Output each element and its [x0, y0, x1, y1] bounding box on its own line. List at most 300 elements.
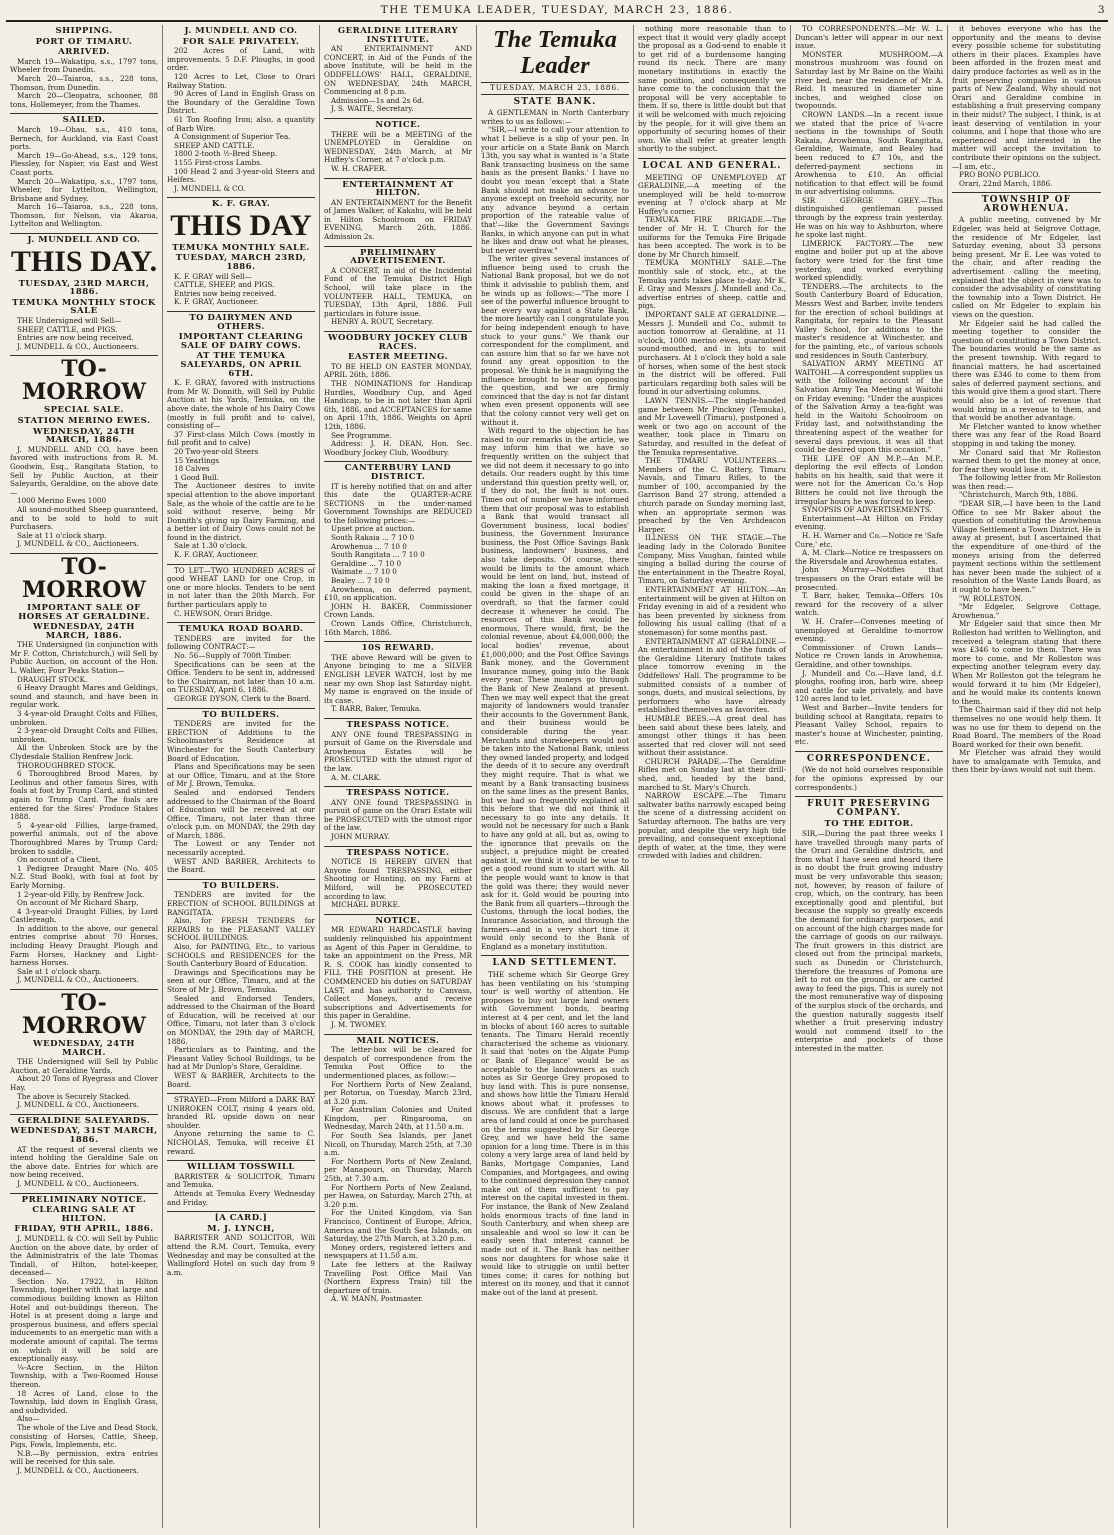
item-text: 90 Acres of Land in English Grass on the Boundary of the Geraldine Town District.: [167, 89, 315, 116]
article-item: [10, 236, 158, 351]
item-heading: GERALDINE SALEYARDS.: [17, 1115, 151, 1126]
item-text: Bealey ... 7 10 0: [331, 576, 390, 586]
column-2: [163, 25, 320, 1528]
item-divider: [324, 118, 472, 119]
item-text: "DEAR SIR,—I have been to the Land Office to see Mr Baker about the question of constituting the Arowhenua Village Settlement a Town District. He is away at present, but I ascertained that the expenditure of one-third of the moneys arising from the deferred payment sections within the settlement has never been made the subject of a resolution of the Waste Lands Board, as it ought to have been.": [952, 499, 1101, 594]
item-text: Also, for PAINTING, Etc., to various SCHOOLS and RESIDENCES for the South Canterbury Board of Education.: [167, 942, 315, 969]
item-heading: TO DAIRYMEN AND OTHERS.: [189, 313, 293, 332]
item-text: Specifications can be seen at the Office. Tenders to be sent in, addressed to the Chairman, not later than 10 a.m. on TUESDAY, April 6, 1886.: [167, 659, 315, 695]
item-text: 2 3-year-old Draught Colts and Fillies, unbroken.: [10, 726, 158, 744]
item-divider: [167, 622, 315, 623]
item-text: (We do not hold ourselves responsible for the opinions expressed by our correspondents.): [795, 765, 943, 792]
article-item: [324, 464, 472, 637]
item-text: The above is Securely Stacked.: [17, 1091, 131, 1101]
item-text: ANY ONE found TRESPASSING in pursuit of Game on the Riversdale and Arowhenua Estates will be PROSECUTED with the utmost rigor of the law.: [324, 729, 472, 773]
item-text: 1 2-year-old Filly, by Renfrew Jock.: [17, 889, 145, 899]
article-item: [324, 181, 472, 242]
item-divider: [324, 331, 472, 332]
item-text: The Chairman said if they did not help themselves no one would help them. It was no use for them to depend on the Road Board. The members of the Road Board worked for their own benefit.: [952, 705, 1101, 749]
item-text: Arowhenua, on deferred payment, £10, on application.: [324, 584, 472, 603]
item-text: All the Unbroken Stock are by the Clydesdale Stallion Renfrew Jock.: [10, 743, 158, 761]
item-text: JOHN H. BAKER, Commissioner Crown Lands.: [324, 601, 472, 620]
item-heading: TO THE EDITOR.: [824, 819, 914, 830]
article-item: [10, 116, 158, 229]
item-heading: TO BUILDERS.: [202, 709, 280, 720]
dateline: TUESDAY, MARCH 23, 1886.: [481, 82, 629, 95]
article-item: [167, 200, 315, 307]
item-heading: TO-MORROW: [22, 356, 146, 406]
item-text: The whole of the Live and Dead Stock, consisting of Horses, Cattle, Sheep, Pigs, Fowls, Implements, etc.: [10, 1422, 158, 1450]
item-text: STRAYED—From Milford a DARK BAY UNBROKEN COLT, rising 4 years old, branded RL upside down on near shoulder.: [167, 1095, 315, 1130]
item-text: C. HEWSON, Orari Bridge.: [174, 608, 273, 618]
item-text: J. M. TWOMEY.: [331, 1019, 387, 1029]
item-text: A public meeting, convened by Mr Edgeler, was held at Selgrove Cottage, the residence of Mr Edgeler, last Saturday evening, about 33 persons being present. Mr E. Lee was voted to the chair, and after reading the advertisement calling the meeting, explained that the object in view was to consider the advisability of constituting the township into a Town District. He called on Mr Edgeler to explain his views on the question.: [952, 215, 1101, 319]
item-text: AN ENTERTAINMENT AND CONCERT, in Aid of the Funds of the above Institute, will be held in the ODDFELLOWS' HALL, GERALDINE, ON WEDNESDAY, 24th MARCH, Commencing at 8 p.m.: [324, 44, 472, 97]
item-heading: J. MUNDELL AND CO.: [184, 26, 298, 36]
item-heading: WEDNESDAY, 24TH MARCH, 1886.: [33, 426, 135, 446]
item-text: Late fee letters at the Railway Travelling Post Office Mail Van (Northern Express Train) till the departure of train.: [324, 1259, 472, 1295]
item-text: 18 Acres of Land, close to the Township, laid down in English Grass, and subdivided.: [10, 1388, 158, 1415]
item-text: WEST & BARBER, Architects to the Board.: [167, 1070, 315, 1089]
item-text: "W. ROLLESTON.: [959, 593, 1023, 603]
item-text: Entries are now being received.: [17, 333, 134, 343]
item-text: HUMBLE BEES.—A great deal has been said about these bees lately, and amongst other things it has been asserted that red clover will not seed without their assistance.: [638, 713, 786, 758]
item-text: nothing more reasonable than to expect that it would very gladly accept the proposal as a God-send to enable it to get rid of a burdensome hanging round its neck. There are many monetary institutions in exactly the same position, and consequently we have come to the conclusion that the proposal will be very acceptable to them. If so, there is little doubt but that it will be welcomed with much rejoicing by the people, for it will give them an opportunity of securing homes of their own. We shall refer at greater length shortly to the subject.: [638, 25, 786, 154]
item-divider: [167, 708, 315, 709]
item-text: AN ENTERTAINMENT for the Benefit of James Walker, of Kakahu, will be held in Hilton Schoolroom on FRIDAY EVENING, March 26th, 1886. Admission 2s.: [324, 197, 472, 242]
item-divider: [324, 846, 472, 847]
columns-container: [6, 25, 1108, 1528]
item-heading: LOCAL AND GENERAL.: [642, 160, 782, 171]
item-heading: NOTICE.: [375, 915, 421, 926]
item-heading: STATE BANK.: [513, 96, 597, 107]
item-heading: [A CARD.]: [214, 1213, 268, 1224]
item-text: ILLNESS ON THE STAGE.—The leading lady in the Colorado Bonitee Company, Miss Vaughan, fainted while singing a ballad during the course of the entertainment in the Theatre Royal, Timaru, on Saturday evening.: [638, 533, 786, 586]
item-divider: [481, 955, 629, 956]
item-heading: CORRESPONDENCE.: [806, 753, 932, 764]
item-text: NOTICE IS HEREBY GIVEN that Anyone found TRESPASSING, either Shooting or Hunting, on my Farm at Milford, will be PROSECUTED according to law.: [324, 857, 472, 901]
item-text: THE above Reward will be given to Anyone bringing to me a SILVER ENGLISH LEVER WATCH, lost by me near my own Shop last Saturday night. My name is engraved on the inside of its case.: [324, 652, 472, 705]
item-heading: TO-MORROW: [22, 553, 146, 603]
article-item: [481, 27, 629, 951]
item-text: TENDERS are invited for the following CONTRACT:—: [167, 633, 315, 652]
item-text: 1 Good Bull.: [174, 472, 219, 482]
item-text: 1 Pedigree Draught Mare (No. 405 N.Z. Stud Book), with foal at foot by Early Morning.: [10, 863, 158, 890]
item-text: J. MUNDELL & CO.: [174, 183, 246, 193]
article-item: [167, 625, 315, 703]
item-heading: EASTER MEETING.: [348, 352, 448, 363]
item-text: J. Mundell and Co.—Have land, d.f. ploughs, roofing iron, barb wire, sheep and cattle for sale privately, and have 120 acres land to let.: [795, 668, 943, 704]
article-item: [10, 1196, 158, 1476]
item-text: For Northern Ports of New Zealand, per Manapouri, on Thursday, March 25th, at 7.30 a.m.: [324, 1156, 472, 1184]
item-text: TO CORRESPONDENTS.—Mr W. L. Duncan's letter will appear in our next issue.: [795, 25, 943, 51]
item-text: WEST AND BARBER, Architects to the Board.: [167, 856, 315, 875]
item-text: 15 Yearlings: [174, 455, 220, 465]
item-heading: K. F. GRAY.: [211, 199, 271, 210]
item-text: AT the request of several clients we intend holding the Geraldine Sale on the above date. Entries for which are now being received.: [10, 1144, 158, 1180]
item-heading: WEDNESDAY, 24TH MARCH, 1886.: [33, 622, 135, 641]
column-6: [791, 25, 948, 1528]
item-text: Crown Lands Office, Christchurch, 16th March, 1886.: [324, 619, 472, 637]
item-text: CATTLE, SHEEP, and PIGS.: [174, 280, 275, 290]
item-text: Also, for FRESH TENDERS for REPAIRS to the PLEASANT VALLEY SCHOOL BUILDINGS.: [167, 916, 315, 943]
item-text: 4 3-year-old Draught Fillies, by Lord Castlereagh.: [10, 906, 158, 925]
item-heading: CLEARING SALE AT HILTON.: [32, 1205, 136, 1224]
item-text: SIR GEORGE GREY.—This distinguished gentleman passed through by the express train yesterday. He was on his way to Ashburton, where he spoke last night.: [795, 195, 943, 240]
item-divider: [952, 192, 1101, 193]
item-text: Mr Edgeler said that since then Mr Rolleston had written to Wellington, and received a telegram stating that there was £346 to come to them. There was more to come, and Mr Rolleston was expecting another telegram every day. When Mr Rolleston got the telegram he would forward it to him (Mr Edgeler), and he would make its contents known to them.: [952, 619, 1101, 706]
item-heading: ENTERTAINMENT AT HILTON.: [342, 179, 454, 199]
item-text: THE Undersigned (in conjunction with Mr F. Cotton, Christchurch,) will Sell by Public Auction, on account of the Hon. L. Walker, Four Peaks Station—: [10, 640, 158, 676]
column-4: [477, 25, 634, 1528]
item-text: DRAUGHT STOCK.: [17, 674, 88, 684]
item-text: March 19—Wakatipu, s.s., 1797 tons, Wheeler from Dunedin.: [10, 56, 158, 75]
item-heading: STATION MERINO EWES.: [17, 416, 151, 426]
item-heading: TRESPASS NOTICE.: [346, 719, 450, 730]
item-text: 5 4-year-old Fillies, large-framed, powerful animals, out of the above Thoroughbred Mares by Trump Card; broken to saddle.: [10, 820, 158, 856]
item-heading: CANTERBURY LAND DISTRICT.: [344, 463, 452, 482]
item-text: Address: J. H. DEAN, Hon. Sec. Woodbury Jockey Club, Woodbury.: [324, 439, 472, 457]
item-text: For the United Kingdom, via San Francisco, Continent of Europe, Africa, America and the South Sea Islands, on Saturday, the 27th March, at 3.20 p.m.: [324, 1208, 472, 1244]
item-divider: [10, 113, 158, 114]
item-text: March 20—Wakatipu, s.s., 1797 tons, Wheeler, for Lyttelton, Wellington, Brisbane and Sydney.: [10, 176, 158, 203]
article-item: [10, 358, 158, 549]
item-divider: [167, 311, 315, 312]
item-text: SIR,—During the past three weeks I have travelled through many parts of the Orari and Geraldine districts, and from what I have seen and heard there is no doubt the fruit growing industry must be very unfavorable this season; not, however, by reason of failure of crop, which, on the contrary, has been exceptionally good and plentiful, but because the supply so greatly exceeds the demand for ordinary purposes, and on account of the high charges made for the carriage of goods on our railways. The fruit growers in this district are closed out from the principal markets, such as Dunedin or Christchurch, therefore the treasures of Pomona are left to rot on the ground, or are carted away to feed the pigs. This is surely not the most remunerative way of disposing of the surplus stock of the orchards, and the question naturally suggests itself whether a fruit preserving industry would not commend itself to the enterprise and pockets of those interested in the matter.: [795, 829, 943, 1053]
item-text: J. MUNDELL AND CO. have been favored with instructions from R. M. Goodwin, Esq., Rangitata Station, to Sell by Public Auction, at their Saleyards, Geraldine, on the above date—: [10, 444, 158, 497]
item-text: BARRISTER AND SOLICITOR, Will attend the R.M. Court, Temuka, every Wednesday and may be consulted at the Wallingford Hotel on such day from 9 a.m.: [167, 1233, 315, 1277]
item-text: Commissioner of Crown Lands—Notice re Crown lands in Arowhenua, Geraldine, and other townships.: [795, 642, 943, 669]
article-item: [952, 25, 1101, 188]
item-text: For Australian Colonies and United Kingdom, per Ringarooma, on Wednesday, March 24th, at 11.50 a.m.: [324, 1105, 472, 1132]
article-item: [324, 27, 472, 114]
item-text: Mr Edgeler said he had called the meeting together to consider the question of constituting a Town District. The boundaries would be the same as the present township. With regard to financial matters, he had ascertained there was £346 to come to them from sales of deferred payment sections, and this would give them a good start. There would also be a lot of revenue that would bring in a revenue to them, and that would be another advantage.: [952, 318, 1101, 423]
item-text: "Mr Edgeler, Selgrove Cottage, Arowhenua.": [952, 602, 1101, 620]
item-text: THE Undersigned will Sell by Public Auction, at Geraldine Yards,: [10, 1057, 158, 1075]
item-text: TEMUKA MONTHLY SALE.—The monthly sale of stock, etc., at the Temuka yards takes place to-day. Mr K. F. Gray and Messrs J. Mundell and Co., advertise entries of sheep, cattle and pigs.: [638, 258, 786, 311]
item-text: K. F. GRAY will Sell—: [174, 271, 252, 281]
item-text: For Northern Ports of New Zealand, per Rotorua, on Tuesday, March 23rd, at 3.20 p.m.: [324, 1079, 472, 1106]
item-text: 61 Ton Roofing Iron; also, a quantity of Barb Wire.: [167, 114, 315, 133]
item-text: On account of Mr Richard Sharp,: [17, 898, 139, 908]
item-heading: AT THE TEMUKA SALEYARDS, ON APRIL 6TH.: [180, 351, 302, 379]
item-text: W. H. Crafer—Convenes meeting of unemployed at Geraldine to-morrow evening.: [795, 616, 943, 644]
item-text: J. MUNDELL & CO., Auctioneers.: [17, 539, 139, 549]
item-text: 20 Two-year-old Steers: [174, 446, 259, 456]
article-item: [638, 25, 786, 154]
item-text: J. MUNDELL & CO. will Sell by Public Auction on the above date, by order of the Administratrix of the late Thomas Tindall, of Hilton, hotel-keeper, deceased—: [10, 1233, 158, 1278]
item-text: J. MUNDELL & CO., Auctioneers.: [17, 1465, 139, 1475]
article-item: [10, 1117, 158, 1189]
item-heading: TEMUKA ROAD BOARD.: [178, 624, 304, 635]
item-text: In addition to the above, our general entries comprise about 70 Horses, including Heavy Draught Plough and Farm Horses, Hackney and Light-harness Horses.: [10, 923, 158, 968]
article-item: [167, 882, 315, 1089]
item-text: A CONCERT, in aid of the Incidental Fund of the Temuka District High School, will take place in the VOLUNTEER HALL, TEMUKA, on TUESDAY, 13th April, 1886. Full particulars in future issue.: [324, 265, 472, 318]
item-divider: [167, 197, 315, 198]
item-text: TENDERS.—The architects to the South Canterbury Board of Education, Messrs West and Barber, invite tenders for the erection of school buildings at Rangitata, for repairs to the Pleasant Valley School, for additions to the master's residence at Winchester, and for the painting, etc., of various schools and residences in South Canterbury.: [795, 281, 943, 360]
item-heading: FRIDAY, 9TH APRIL, 1886.: [14, 1224, 154, 1235]
item-heading: PRELIMINARY ADVERTISEMENT.: [350, 247, 446, 267]
item-heading: THIS DAY: [170, 208, 312, 242]
article-item: [167, 27, 315, 193]
item-text: A. M. Clark—Notice re trespassers on the Riversdale and Arowhenua estates.: [795, 548, 943, 566]
item-text: GEORGE DYSON, Clerk to the Board.: [174, 693, 312, 703]
item-text: About 20 Tons of Ryegrass and Clover Hay.: [10, 1074, 158, 1092]
item-text: A Consignment of Superior Tea.: [174, 132, 291, 142]
article-item: [324, 1037, 472, 1304]
article-item: [10, 27, 158, 109]
item-text: No. 56—Supply of 700ft Timber.: [174, 651, 292, 660]
page-number: 3: [1097, 4, 1106, 16]
item-text: TO LET—TWO HUNDRED ACRES of good WHEAT LAND for one Crop, in one or more blocks. Tenders to be sent in not later than the 20th March. For further particulars apply to: [167, 565, 315, 610]
column-7: [948, 25, 1105, 1528]
item-text: NARROW ESCAPE.—The Timaru saltwater baths narrowly escaped being the scene of a distressing accident on Saturday afternoon. The baths are very popular, and despite the very high tide prevailing, and consequent exceptional depth of water, at the time, they were crowded with ladies and children.: [638, 791, 786, 861]
item-text: For South Sea Islands, per Janet Nicoll, on Thursday, March 25th, at 7.30 a.m.: [324, 1131, 472, 1158]
item-heading: IMPORTANT CLEARING SALE OF DAIRY COWS.: [178, 332, 304, 351]
item-text: A. W. MANN, Postmaster.: [331, 1294, 424, 1304]
item-divider: [167, 879, 315, 880]
item-text: PRO BONO PUBLICO.: [959, 170, 1041, 180]
item-divider: [324, 718, 472, 719]
article-item: [324, 789, 472, 842]
article-item: [324, 721, 472, 782]
item-heading: TOWNSHIP OF AROWHENUA.: [981, 195, 1072, 214]
article-item: [324, 917, 472, 1030]
item-heading: TEMUKA MONTHLY SALE.: [172, 242, 310, 253]
article-item: [638, 162, 786, 861]
item-text: ENTERTAINMENT AT HILTON.—An entertainment will be given at Hilton on Friday evening in aid of a resident who has been prevented by sickness from following his usual calling (that of a stonemason) for some months past.: [638, 585, 786, 637]
article-item: [167, 1214, 315, 1277]
column-5: [634, 25, 791, 1528]
item-heading: PRELIMINARY NOTICE.: [21, 1194, 147, 1205]
item-divider: [795, 751, 943, 752]
item-divider: [324, 786, 472, 787]
item-text: ENTERTAINMENT AT GERALDINE.—An entertainment in aid of the funds of the Geraldine Literary Institute takes place tomorrow evening in the Oddfellows' Hall. The programme to be submitted consists of a number of songs, duets, and musical selections, by performers who have already established themselves as favorites.: [638, 636, 786, 715]
item-text: T. BARR, Baker, Temuka.: [331, 704, 422, 714]
item-heading: LAND SETTLEMENT.: [492, 958, 618, 969]
item-text: 6 Heavy Draught Mares and Geldings, sound and staunch, and have been in regular work.: [10, 683, 158, 710]
item-text: 202 Acres of Land, with improvements. 5 D.F. Ploughs, in good order.: [167, 46, 315, 73]
item-divider: [324, 1034, 472, 1035]
item-text: SHEEP, CATTLE, and PIGS.: [17, 324, 118, 334]
item-text: THE scheme which Sir George Grey has been ventilating on his 'stumping tour' is well worthy of attention. He proposes to buy out large land owners with Government bonds, bearing interest at 4 per cent, and let the land in blocks of about 160 acres to suitable tenants. The Timaru Herald recently characterised the scheme as visionary. It said that 'notes on the Algate Pump or Bank of Elegance' would be as acceptable to the landowners as such notes as Sir George Grey proposed to buy land with. This is pure nonsense, and shows how little the Timaru Herald knows about what it professes to discuss. We are confident that a large area of land could at once be purchased on the terms suggested by Sir George Grey, and we have held the same opinion for a long time. There is in this colony a very large area of land held by Banks, Mortgage Companies, Land Companies, and Mortgagees, and owing to the continued depression they cannot make out of them sufficient to pay interest on the capital invested in them. For instance, the Bank of New Zealand holds enormous tracts of fine land in South Canterbury, and when sheep are unsaleable and wool so low it can be easily seen that interest cannot be made out of it. The Bank has neither sons nor daughters for whose sake it would like to struggle on until better times come; it cares for nothing but interest on its money, and that it cannot make out of the land at present.: [481, 969, 629, 1297]
item-text: Sale at 11 o'clock sharp.: [17, 530, 107, 540]
item-heading: THIS DAY.: [10, 244, 158, 278]
item-text: 1000 Merino Ewes 1000: [17, 496, 107, 506]
item-text: Attends at Temuka Every Wednesday and Friday.: [167, 1189, 315, 1207]
article-item: [167, 314, 315, 560]
item-heading: SHIPPING.: [55, 26, 113, 36]
item-text: THE NOMINATIONS for Handicap Hurdles, Woodbury Cup, and Aged Handicap, to be in not later than April 6th, 1886, and ACCEPTANCES for same on April 17th, 1886. Weights on April 12th, 1886.: [324, 378, 472, 431]
item-text: Drawings and Specifications may be seen at our Office, Timaru, and at the Store of Mr J. Brown, Temuka.: [167, 967, 315, 994]
running-head: [0, 0, 1114, 20]
item-text: John Murray—Notifies that trespassers on the Orari estate will be prosecuted.: [795, 565, 943, 592]
item-text: A GENTLEMAN in North Canterbury writes to us as follows:—: [481, 108, 629, 126]
item-heading: WILLIAM TOSSWILL: [187, 1162, 295, 1173]
item-text: K. F. GRAY, Auctioneer.: [174, 297, 259, 307]
item-text: CHURCH PARADE.—The Geraldine Rifles met on Sunday last at their drill-shed, and, headed by the band, marched to St. Mary's Church.: [638, 756, 786, 792]
item-divider: [795, 796, 943, 797]
item-text: Mr Fletcher was afraid they would have to amalgamate with Temuka, and then their by-laws would not suit them.: [952, 748, 1101, 775]
item-text: Anyone returning the same to C. NICHOLAS, Temuka, will receive £1 reward.: [167, 1129, 315, 1156]
item-text: THOROUGHBRED STOCK.: [17, 760, 117, 770]
item-divider: [324, 641, 472, 642]
item-heading: TRESPASS NOTICE.: [346, 788, 450, 799]
item-text: J. MUNDELL & CO., Auctioneers.: [17, 1178, 139, 1188]
item-text: SALVATION ARMY MEETING AT WAITOHI.—A correspondent supplies us with the following account of the Salvation Army Tea Meeting at Waitohi on Friday evening: "Under the auspices of the Salvation Army a tea-fight was held in the Waitohi Schoolroom on Friday last, and notwithstanding the threatening aspect of the weather for several days previous, it was all that could be desired upon this occasion.": [795, 359, 943, 455]
column-1: [6, 25, 163, 1528]
item-text: TENDERS are invited for the ERECTION of SCHOOL BUILDINGS at RANGITATA.: [167, 890, 315, 917]
article-item: [795, 800, 943, 1053]
item-divider: [638, 158, 786, 159]
item-text: All sound-mouthed Sheep guaranteed, and to be sold to hold to suit Purchasers.: [10, 504, 158, 532]
article-item: [324, 644, 472, 714]
item-text: MONSTER MUSHROOM.—A monstrous mushroom was found on Saturday last by Mr Baine on the Waihi river bed, near the residence of Mr A. Reid. It measured in diameter nine inches, and weighed close on twopounds.: [795, 49, 943, 111]
item-text: The writer gives several instances of influence being used to crush the National Bank proposal, but we do not think it advisable to publish them, and he winds up as follows:—"The more I see of the powerful influence brought to bear every way against a State Bank, the more heartily can I congratulate you for being independent enough to have stuck to your guns." We thank our correspondent for the compliment, and can assure him that so far we have not found any great opposition to the proposal. We think he is magnifying the influence brought to bear on opposing the question, and we are firmly convinced that the day is not far distant when even present opponents will see that the colony cannot very well get on without it.: [481, 254, 629, 427]
item-divider: [324, 178, 472, 179]
item-text: South Rakaia ... 7 10 0: [331, 533, 415, 543]
item-text: With regard to the objection he has raised to our remarks in the article, we may inform him that we have so frequently written on the subject that we did not deem it necessary to go into details. Our readers ought by this time understand this question pretty well, or, if they do not, the fault is not ours. Times out of number we have informed them that our proposal was to establish a Bank that would transact all Government business, local bodies' business, the Government Insurance business, the Post Office Savings Bank business, landowners' business, and also take deposits. Of course, there would be limits to the amount which would be lent on land, but, instead of making the loan a fixed mortgage, it could be given in the shape of an overdraft, so that the farmer could decrease it whenever he could. The resources of this Bank would be enormous. There would, first, be the colonial revenue, about £4,000,000; the local bodies' revenue, about £1,000,000; and the Post Office Savings Bank money, and the Government Insurance money, going into the Bank every year. These moneys go through the Bank of New Zealand at present. Then we may well expect that the great majority of landowners would transfer their accounts to the Government Bank, and their business would be considerable during the year. Merchants and storekeepers would not be taken into the National Bank, unless they owned landed property, and lodged the deeds of it to secure any overdraft they might require. That is what we meant by a Bank transacting business on the same lines as the present Banks, but we had so frequently explained all this before that we did not think it necessary to go into any details. It would not be necessary for such a Bank to have any gold at all, but as, owing to the ignorance that prevails on the subject, a prejudice might be created against it, we think it would be wise to get a good round sum to start with. All the people would want to know is that the gold was there; they would never ask for it. Gold would be pouring into the Bank from all quarters—through the Customs, through the local bodies, the Insurance Association, and through the farmers—and in a very short time it would only second to the Bank of England as a monetary institution.: [481, 426, 629, 951]
item-text: Orari, 22nd March, 1886.: [959, 178, 1053, 188]
article-item: [324, 334, 472, 457]
item-divider: [324, 461, 472, 462]
item-text: Particulars as to Painting, and the Pleasant Valley School Buildings, to be had at Mr Dunlop's Store, Geraldine.: [167, 1045, 315, 1072]
item-heading: NOTICE.: [375, 119, 421, 130]
item-text: 1155 First-cross Lambs.: [174, 157, 263, 167]
item-text: IT is hereby notified that on and after this date the QUARTER-ACRE SECTIONS in the under-named Government Townships are REDUCED to the following prices:—: [324, 481, 472, 525]
item-text: LAWN TENNIS.—The single-handed game between Mr Pinckney (Temuka), and Mr Lovewell (Timaru), postponed a week or two ago on account of the weather, took place in Timaru on Saturday, and resulted in the defeat of the Temuka representative.: [638, 395, 786, 457]
item-heading: IMPORTANT SALE OF HORSES AT GERALDINE.: [18, 602, 150, 622]
item-text: SHEEP AND CATTLE.: [174, 140, 255, 150]
article-item: [324, 121, 472, 174]
item-text: Plans and Specifications may be seen at our Office, Timaru, and at the Store of Mr J. Brown, Temuka.: [167, 762, 315, 789]
item-heading: TEMUKA MONTHLY STOCK SALE: [12, 297, 156, 317]
article-item: [795, 25, 943, 747]
item-text: 1800 2-tooth ½-Bred Sheep.: [174, 149, 278, 159]
article-item: [167, 567, 315, 619]
item-divider: [167, 1093, 315, 1094]
item-text: TEMUKA FIRE BRIGADE.—The tender of Mr H. T. Church for the uniforms for the Temuka Fire Brigade has been accepted. The work is to be done by Mr Church himself.: [638, 215, 786, 259]
item-text: MICHAEL BURKE.: [331, 900, 401, 910]
item-text: 37 First-class Milch Cows (mostly in full profit and to calve): [167, 429, 315, 448]
article-item: [167, 1163, 315, 1207]
item-text: J. MUNDELL & CO., Auctioneers.: [17, 341, 139, 351]
item-text: 18 Calves: [174, 464, 210, 474]
item-text: For Northern Ports of New Zealand, per Hawea, on Saturday, March 27th, at 3.20 p.m.: [324, 1182, 472, 1209]
item-text: Sealed and Endorsed Tenders, addressed to the Chairman of the Board of Education, will be received at our Office, Timaru, not later than 3 o'clock on MONDAY, the 29th day of MARCH, 1886.: [167, 993, 315, 1046]
article-item: [324, 849, 472, 910]
item-text: J. MUNDELL & CO., Auctioneers.: [17, 975, 139, 985]
item-text: Mr Fletcher wanted to know whether there was any fear of the Road Board stopping in and taking the money.: [952, 421, 1101, 448]
item-text: Waimate ... 7 10 0: [331, 567, 397, 577]
column-3: [320, 25, 477, 1528]
item-heading: WEDNESDAY, 24TH MARCH.: [33, 1039, 135, 1058]
item-text: THE Undersigned will Sell—: [17, 316, 122, 326]
item-text: 6 Thoroughbred Brood Mares, by Leolinus and other famous Sires, with foals at foot by Trump Card, and stinted again to Trump Card. The foals are entered for the Sires' Produce Stakes 1888.: [10, 769, 158, 822]
item-heading: M. J. LYNCH,: [207, 1223, 275, 1234]
item-heading: FOR SALE PRIVATELY.: [182, 36, 300, 47]
item-text: 120 Acres to Let, Close to Orari Railway Station.: [167, 71, 315, 90]
item-text: K. F. GRAY, favored with instructions from Mr W. Donnith, will Sell by Public Auction at his Yards, Temuka, on the above date, the whole of his Dairy Cows (mostly in full profit and to calve), consisting of—: [167, 378, 315, 431]
nameplate-title: The Temuka Leader: [493, 27, 617, 79]
item-text: March 16—Taiaroa, s.s., 228 tons, Thomson, for Nelson, via Akaroa, Lyttelton and Wellington.: [10, 202, 158, 229]
item-text: LIMERICK FACTORY.—The new engine and boiler put up at the above factory were tried for the first time yesterday, and worked everything worked splendidly.: [795, 238, 943, 283]
item-text: Admission—1s and 2s 6d.: [331, 95, 425, 105]
article-item: [795, 755, 943, 792]
item-text: THERE will be a MEETING of the UNEMPLOYED in Geraldine on WEDNESDAY, 24th March, at Mr Huffey's Corner, at 7 o'clock p.m.: [324, 129, 472, 165]
item-heading: J. MUNDELL AND CO.: [27, 235, 141, 246]
item-text: Also—: [17, 1414, 40, 1424]
item-text: On account of a Client,: [17, 855, 101, 865]
item-text: Arowhenua ... 7 10 0: [331, 541, 407, 551]
item-divider: [167, 1160, 315, 1161]
item-text: The letter-box will be cleared for despatch of correspondence from the Temuka Post Office to the undermentioned places, as follow:—: [324, 1045, 472, 1080]
item-divider: [167, 564, 315, 565]
item-heading: SPECIAL SALE.: [44, 405, 124, 416]
item-text: H. H. Warner and Co.—Notice re 'Safe Cure,' etc.: [795, 531, 943, 549]
item-text: K. F. GRAY, Auctioneer.: [174, 550, 259, 560]
item-text: See Programme.: [331, 430, 392, 440]
item-divider: [10, 233, 158, 234]
item-text: TO BE HELD ON EASTER MONDAY, APRIL 26th, 1886.: [324, 361, 472, 380]
item-text: The Auctioneer desires to invite special attention to the above important Sale, as the whole of the cattle are to be sold without reserve, being Mr Donnith's giving up Dairy Farming, and a better lot of Dairy Cows could not be found in the district.: [167, 481, 315, 542]
item-text: HENRY A. ROUT, Secretary.: [331, 317, 434, 327]
item-text: ANY ONE found TRESPASSING in pursuit of game on the Orari Estate will be PROSECUTED with the utmost rigor of the law.: [324, 797, 472, 833]
item-text: Sale at 1.30 o'clock.: [174, 541, 248, 551]
item-text: IMPORTANT SALE AT GERALDINE.—Messrs J. Mundell and Co., submit to auction tomorrow at Geraldine, at 11 o'clock, 1000 merino ewes, guaranteed sound-mouthed, and in lots to suit purchasers. At 1 o'clock they hold a sale of horses, when some of the best stock in the district will be offered. Full particulars regarding both sales will be found in our advertising columns.: [638, 310, 786, 397]
item-text: CROWN LANDS.—In a recent issue we stated that the price of ¼-acre sections in the townships of South Rakaia, Arowhenua, South Rangitata, Geraldine, Waimate, and Bealey had been reduced to £7 10s, and the deferred-payment sections in Arowhenua to £10. An official notification to that effect will be found in our advertising columns.: [795, 109, 943, 197]
item-text: March 19—Ohau, s.s., 410 tons, Bernech, for Auckland, via East Coast ports.: [10, 124, 158, 152]
article-item: [10, 992, 158, 1110]
item-divider: [324, 914, 472, 915]
item-text: 100 Head 2 and 3-year-old Steers and Heifers.: [167, 166, 315, 185]
item-text: 3 4-year-old Draught Colts and Fillies, unbroken.: [10, 709, 158, 727]
item-text: THE LIFE OF AN M.P.—An M.P., deploring the evil effects of London habits on his health, said that were it were not for the American Co.'s Hop Bitters he could not live through the irregular hours he was forced to keep.: [795, 453, 943, 506]
item-text: THE TIMARU VOLUNTEERS.—Members of the C. Battery, Timaru Navals, and Timaru Rifles, to the number of 100, accompanied by the Garrison Band 27 strong, attended a church parade on Sunday morning last, when an appropriate sermon was preached by the Ven Archdeacon Harper.: [638, 456, 786, 534]
item-text: The Lowest or any Tender not necessarily accepted.: [167, 839, 315, 858]
article-item: [10, 553, 158, 985]
item-heading: MAIL NOTICES.: [356, 1035, 440, 1046]
item-text: Geraldine ... 7 10 0: [331, 558, 402, 568]
item-text: it behoves everyone who has the opportunity and the means to devise every possible scheme for substituting others in their places. Examples have been afforded in the frozen meat and dairy produce factories as well as in the fruit preserving companies in various parts of New Zealand. Why should not Orari and Geraldine combine in establishing a fruit preserving company in their midst? The subject, I think, is at least deserving of ventilation in your columns, and I hope that those who are experienced and interested in the matter will accept the invitation to contribute their opinions on the subject.—I am, etc.,: [952, 25, 1101, 171]
item-text: March 20—Cleopatra, schooner, 88 tons, Hollemeyer, from the Thames.: [10, 91, 158, 109]
item-divider: [167, 1211, 315, 1212]
item-heading: 10S REWARD.: [361, 643, 435, 654]
article-item: [324, 249, 472, 327]
item-text: SYNOPSIS OF ADVERTISEMENTS.: [802, 505, 932, 515]
item-text: BARRISTER & SOLICITOR, Timaru and Temuka.: [167, 1171, 315, 1190]
item-text: Mr Conard said that Mr Rolleston warned them to get the money at once, for fear they would lose it.: [952, 447, 1101, 474]
item-heading: SAILED.: [62, 115, 106, 126]
article-item: [167, 1096, 315, 1156]
item-divider: [10, 1114, 158, 1115]
item-heading: WEDNESDAY, 31ST MARCH, 1886.: [10, 1126, 158, 1145]
item-text: West and Barber—Invite tenders for building school at Rangitata, repairs to Pleasant Valley School, repairs to master's house at Winchester, painting, etc.: [795, 702, 943, 747]
item-text: Upset price at auction.: [331, 524, 415, 534]
item-heading: FRUIT PRESERVING COMPANY.: [807, 799, 931, 818]
item-text: Entries now being received.: [174, 288, 277, 298]
item-text: MR EDWARD HARDCASTLE having suddenly relinquished his appointment as Agent of this Paper in Geraldine, to take an appointment on the Press, MR R. S. COOK has kindly consented to FILL THE POSITION at present. He COMMENCED his duties on SATURDAY LAST, and has authority to Canvass, Collect Moneys, and receive subscriptions and Advertisements for this paper in Geraldine.: [324, 925, 472, 1021]
item-heading: TUESDAY, MARCH 23RD, 1886.: [175, 253, 307, 273]
masthead-rule: [6, 20, 1108, 22]
item-text: Sale at 1 o'clock sharp.: [17, 966, 102, 976]
item-heading: TO-MORROW: [22, 990, 146, 1040]
item-heading: GERALDINE LITERARY INSTITUTE.: [337, 26, 459, 45]
item-text: W. H. CRAFER.: [331, 163, 387, 173]
item-text: A. M. CLARK.: [331, 772, 382, 782]
item-text: Entertainment—At Hilton on Friday evening.: [795, 513, 943, 532]
item-text: TENDERS are invited for the ERECTION of Additions to the Schoolmaster's Residence at Winchester for the South Canterbury Board of Education.: [167, 719, 315, 763]
